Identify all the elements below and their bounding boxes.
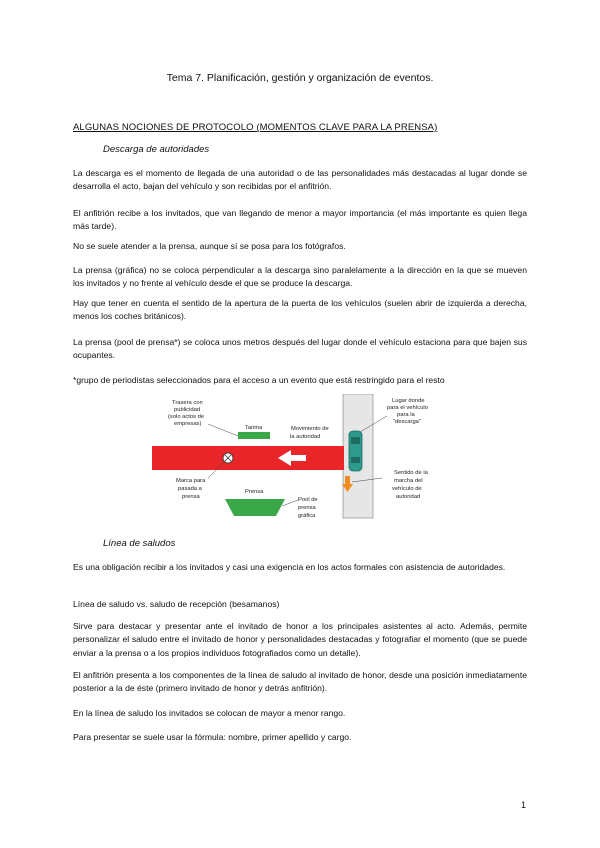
press-area <box>225 499 285 516</box>
paragraph: La prensa (gráfica) no se coloca perpendicular a la descarga sino paralelamente a la dirección en la que se mueven los invitados y no frente al vehículo desde el que se produce la descarga. <box>73 265 527 289</box>
paragraph: Hay que tener en cuenta el sentido de la apertura de la puerta de los vehículos (suelen abrir de izquierda a derecha, menos los coches británicos). <box>73 298 527 322</box>
paragraph: Para presentar se suele usar la fórmula: nombre, primer apellido y cargo. <box>73 732 352 742</box>
paragraph: El anfitrión recibe a los invitados, que van llegando de menor a mayor importancia (el más importante es quien llega más tarde). <box>73 208 527 232</box>
paragraph: En la línea de saludo los invitados se colocan de mayor a menor rango. <box>73 708 346 718</box>
prensa-label: Prensa <box>245 489 264 495</box>
section-heading: ALGUNAS NOCIONES DE PROTOCOLO (MOMENTOS CLAVE PARA LA PRENSA) <box>73 122 438 133</box>
subheading-linea-saludos: Línea de saludos <box>103 538 176 549</box>
trasera-label: Trasera con publicidad (solo actos de empresas) <box>168 400 205 427</box>
sentido-label: Sentido de la marcha del vehículo de autoridad <box>392 470 428 500</box>
tarima-platform <box>238 432 270 439</box>
paragraph: Sirve para destacar y presentar ante el invitado de honor a los principales asistentes al acto. Además, permite personalizar el saludo entre el invitado de honor y personalidades destacadas y fotografiar el momento (que se puede enviar a la prensa o a los propios individuos fotografiados como un detalle). <box>73 621 527 658</box>
paragraph: La descarga es el momento de llegada de una autoridad o de las personalidades más destacadas al lugar donde se desarrolla el acto, bajan del vehículo y son recibidas por el anfitrión. <box>73 168 527 192</box>
subheading-descarga: Descarga de autoridades <box>103 144 210 155</box>
paragraph: El anfitrión presenta a los componentes de la línea de saludo al invitado de honor, desde una posición inmediatamente posterior a la de éste (primero invitado de honor y detrás anfitrión). <box>73 670 527 694</box>
red-carpet <box>152 446 344 470</box>
page-title: Tema 7. Planificación, gestión y organización de eventos. <box>166 72 434 84</box>
marca-label: Marca para pasada a prensa <box>176 478 206 500</box>
page-number: 1 <box>521 800 527 810</box>
lugar-label: Lugar donde para el vehículo para la "descarga" <box>387 398 428 425</box>
diagram-svg <box>150 394 450 532</box>
press-mark-icon <box>223 453 233 463</box>
paragraph: Línea de saludo vs. saludo de recepción (besamanos) <box>73 599 280 609</box>
movimiento-label: Movimiento de la autoridad <box>290 426 329 440</box>
paragraph: Es una obligación recibir a los invitados y casi una exigencia en los actos formales con asistencia de autoridades. <box>73 562 506 572</box>
paragraph: No se suele atender a la prensa, aunque sí se posa para los fotógrafos. <box>73 241 346 251</box>
tarima-label: Tarima <box>245 425 263 431</box>
pool-label: Pool de prensa gráfica <box>298 497 318 519</box>
paragraph: La prensa (pool de prensa*) se coloca unos metros después del lugar donde el vehículo estaciona para que bajen sus ocupantes. <box>73 337 527 361</box>
vehicle-icon <box>349 431 362 471</box>
footnote-paragraph: *grupo de periodistas seleccionados para el acceso a un evento que está restringido para el resto <box>73 375 445 385</box>
press-arrival-diagram <box>150 394 450 532</box>
